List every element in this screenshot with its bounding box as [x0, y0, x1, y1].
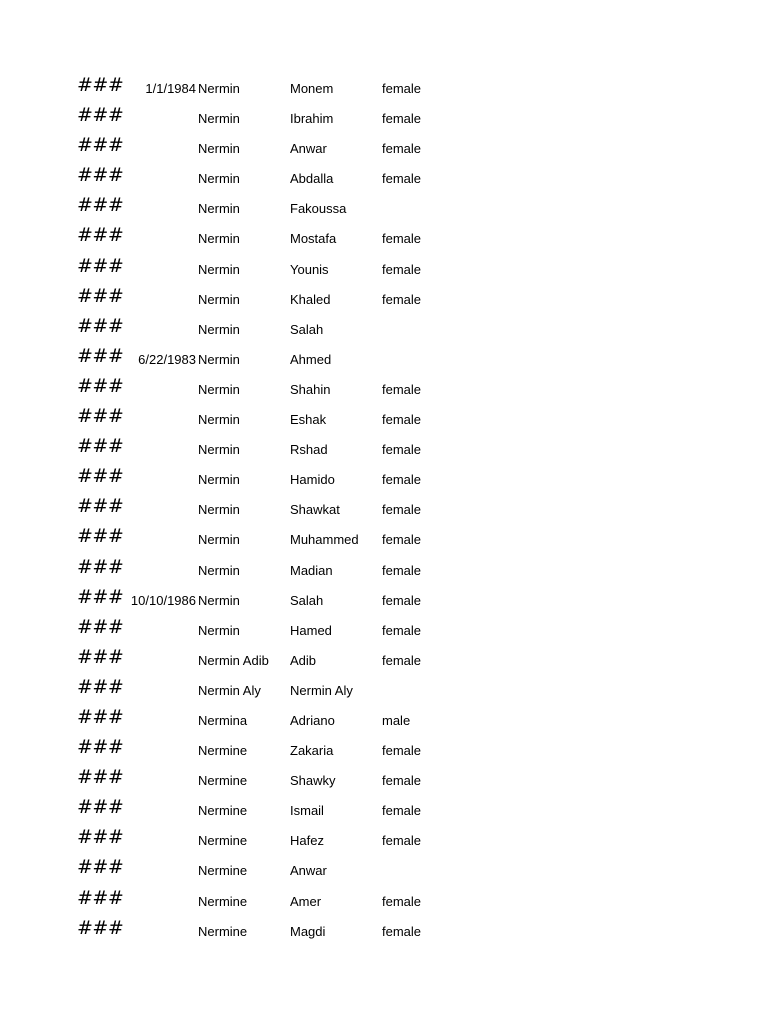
gender-cell: male [382, 712, 411, 728]
last-name-cell: Shawky [290, 773, 336, 789]
first-name-cell: Nermin [198, 622, 240, 638]
last-name-cell: Shahin [290, 381, 331, 397]
last-name-cell: Fakoussa [290, 201, 347, 217]
hash-cell: ### [77, 224, 124, 247]
hash-cell: ### [77, 254, 124, 277]
first-name-cell: Nermin [198, 231, 240, 247]
last-name-cell: Muhammed [290, 532, 359, 548]
spreadsheet-table [0, 74, 768, 947]
gender-cell: female [382, 833, 422, 849]
first-name-cell: Nermina [198, 712, 248, 728]
hash-cell: ### [77, 615, 124, 638]
last-name-cell: Magdi [290, 923, 326, 939]
date-cell [110, 917, 196, 947]
gender-cell: female [382, 291, 422, 307]
first-name-cell: Nermin [198, 532, 240, 548]
hash-cell: ### [77, 675, 124, 698]
date-cell: 6/22/1983 [138, 351, 196, 367]
date-cell: 10/10/1986 [130, 592, 196, 608]
last-name-cell: Adriano [290, 712, 335, 728]
last-name-cell: Zakaria [290, 743, 334, 759]
last-name-cell: Ibrahim [290, 111, 334, 127]
first-name-cell: Nermine [198, 743, 248, 759]
hash-cell: ### [77, 465, 124, 488]
last-name-cell: Madian [290, 562, 333, 578]
first-name-cell: Nermin [198, 321, 240, 337]
last-name-cell: Hafez [290, 833, 324, 849]
gender-cell: female [382, 231, 422, 247]
gender-cell: female [382, 652, 422, 668]
first-name-cell: Nermin [198, 381, 240, 397]
last-name-cell: Hamido [290, 472, 335, 488]
gender-cell: female [382, 442, 422, 458]
first-name-cell: Nermine [198, 833, 248, 849]
hash-cell: ### [77, 525, 124, 548]
hash-cell: ### [77, 766, 124, 789]
last-name-cell: Abdalla [290, 171, 334, 187]
gender-cell: female [382, 412, 422, 428]
last-name-cell: Salah [290, 321, 324, 337]
last-name-cell: Eshak [290, 412, 327, 428]
last-name-cell: Anwar [290, 863, 327, 879]
hash-cell: ### [77, 134, 124, 157]
first-name-cell: Nermine [198, 773, 248, 789]
hash-cell: ### [77, 495, 124, 518]
gender-cell: female [382, 743, 422, 759]
hash-cell: ### [77, 74, 124, 96]
first-name-cell: Nermin [198, 442, 240, 458]
hash-cell: ### [77, 886, 124, 909]
last-name-cell: Younis [290, 261, 329, 277]
last-name-cell: Hamed [290, 622, 332, 638]
gender-cell: female [382, 502, 422, 518]
gender-cell: female [382, 893, 422, 909]
date-cell: 1/1/1984 [145, 81, 196, 96]
gender-cell: female [382, 81, 422, 96]
hash-cell: ### [77, 374, 124, 397]
gender-cell: female [382, 622, 422, 638]
first-name-cell: Nermin Adib [198, 652, 269, 668]
first-name-cell: Nermin [198, 81, 240, 96]
hash-cell: ### [77, 194, 124, 217]
gender-cell: female [382, 803, 422, 819]
last-name-cell: Amer [290, 893, 322, 909]
last-name-cell: Anwar [290, 141, 327, 157]
hash-cell: ### [77, 705, 124, 728]
hash-cell: ### [77, 585, 124, 608]
first-name-cell: Nermin [198, 502, 240, 518]
first-name-cell: Nermine [198, 923, 248, 939]
hash-cell: ### [77, 435, 124, 458]
hash-cell: ### [77, 164, 124, 187]
first-name-cell: Nermin [198, 201, 240, 217]
hash-cell: ### [77, 796, 124, 819]
last-name-cell: Ismail [290, 803, 324, 819]
gender-cell: female [382, 592, 422, 608]
first-name-cell: Nermin [198, 171, 240, 187]
first-name-cell: Nermin [198, 412, 240, 428]
gender-cell: female [382, 562, 422, 578]
first-name-cell: Nermin [198, 472, 240, 488]
gender-cell: female [382, 773, 422, 789]
hash-cell: ### [77, 645, 124, 668]
gender-cell: female [382, 261, 422, 277]
hash-cell: ### [77, 344, 124, 367]
first-name-cell: Nermin [198, 111, 240, 127]
gender-cell: female [382, 381, 422, 397]
first-name-cell: Nermin [198, 592, 240, 608]
first-name-cell: Nermin [198, 291, 240, 307]
first-name-cell: Nermin [198, 261, 240, 277]
hash-cell: ### [77, 826, 124, 849]
hash-cell: ### [77, 856, 124, 879]
gender-cell: female [382, 532, 422, 548]
first-name-cell: Nermine [198, 893, 248, 909]
hash-cell: ### [77, 284, 124, 307]
first-name-cell: Nermine [198, 803, 248, 819]
gender-cell: female [382, 472, 422, 488]
first-name-cell: Nermin [198, 141, 240, 157]
last-name-cell: Monem [290, 81, 334, 96]
hash-cell: ### [77, 314, 124, 337]
last-name-cell: Ahmed [290, 351, 332, 367]
last-name-cell: Rshad [290, 442, 328, 458]
last-name-cell: Shawkat [290, 502, 340, 518]
first-name-cell: Nermin [198, 351, 240, 367]
hash-cell: ### [77, 736, 124, 759]
last-name-cell: Salah [290, 592, 324, 608]
hash-cell: ### [77, 916, 124, 939]
gender-cell: female [382, 923, 422, 939]
last-name-cell: Adib [290, 652, 317, 668]
last-name-cell: Nermin Aly [290, 682, 353, 698]
first-name-cell: Nermin [198, 562, 240, 578]
gender-cell: female [382, 141, 422, 157]
first-name-cell: Nermin Aly [198, 682, 261, 698]
last-name-cell: Mostafa [290, 231, 337, 247]
gender-cell: female [382, 171, 422, 187]
hash-cell: ### [77, 555, 124, 578]
hash-cell: ### [77, 405, 124, 428]
last-name-cell: Khaled [290, 291, 331, 307]
first-name-cell: Nermine [198, 863, 248, 879]
gender-cell: female [382, 111, 422, 127]
hash-cell: ### [77, 104, 124, 127]
table-row [0, 917, 768, 947]
